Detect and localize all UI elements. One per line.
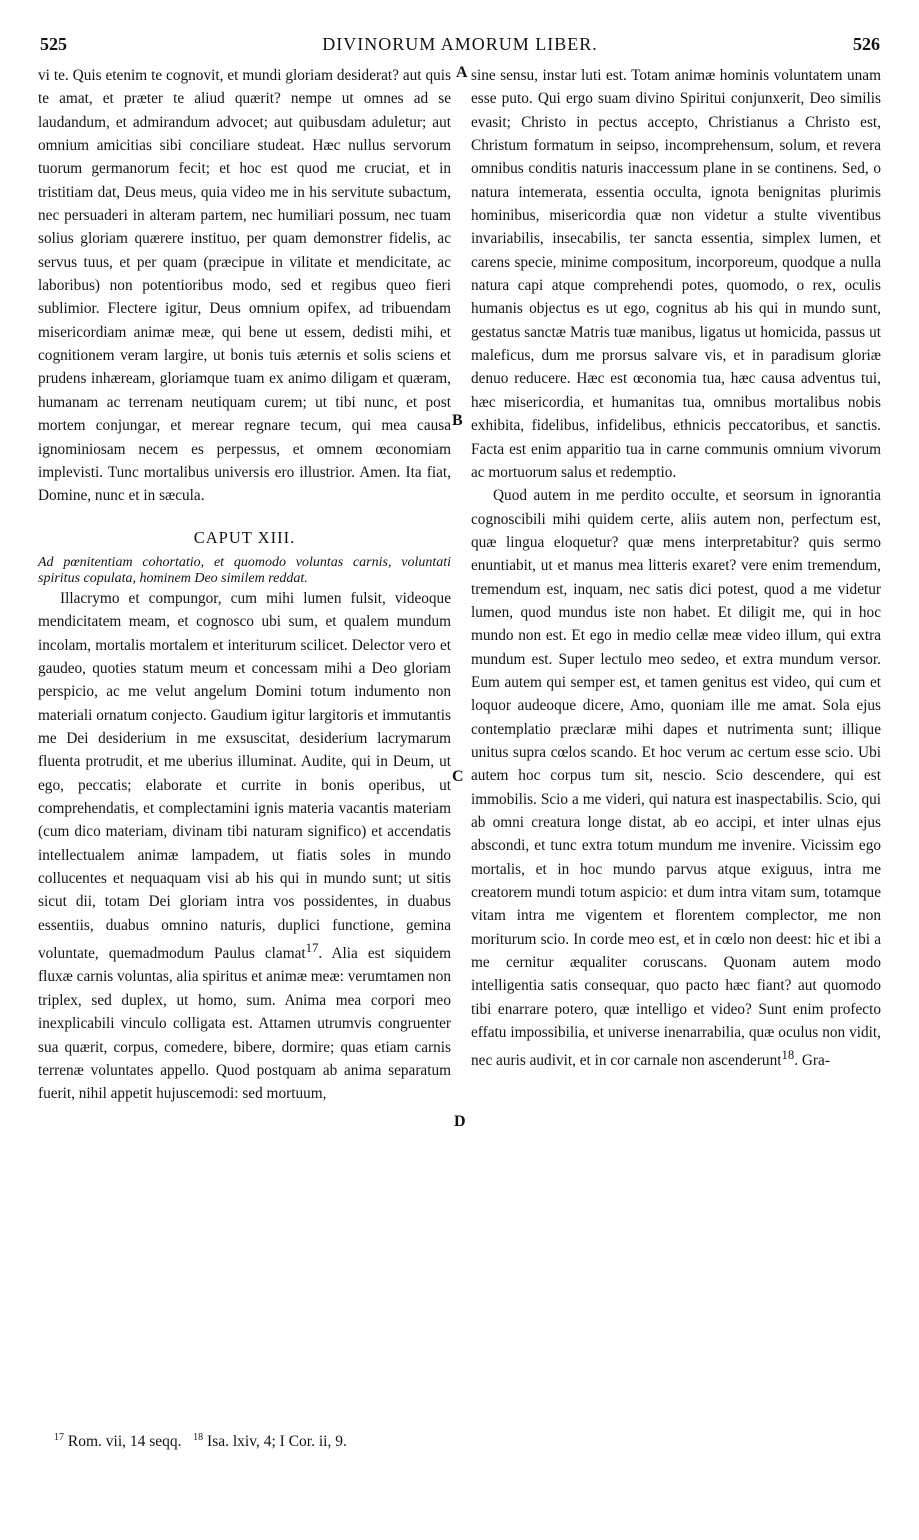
footnotes [54,1432,347,1451]
left-paragraph-1: vi te. Quis etenim te cognovit, et mundi gloriam desiderat? aut quis te amat, et præter te aliud quærit? nempe ut omnes ad se laudandum, et admirandum advocet; aut quibusdam aduletur; aut omnium amicitias sibi conciliare studeat. Hæc nullus servorum tuorum germanorum fecit; et hoc est quod me cruciat, et in tristitiam dat, Deus meus, quia video me in his servitute subactum, nec persuaderi in alteram partem, nec humiliari possum, nec tuam solius gloriam quærere instituo, per quam demonstrer fidelis, ac servus tuus, et per quam (præcipue in vilitate et mendicitate, ac laboribus) non potentioribus modo, sed et regibus queo fieri sublimior. Flectere igitur, Deus omnium opifex, ad tribuendam misericordiam animæ meæ, qui bene ut essem, dedisti mihi, et cognitionem veram largire, ut bonis tuis æternis et solis sciens et prudens inhæream, gloriamque tuam ex animo diligam et quæram, humanam ac terrenam neutiquam curem; ut tibi nunc, et post mortem conjungar, et merear regnare tecum, qui mea causa ignominiosam necem es perpessus, et omnem œconomiam implevisti. Tunc mortalibus universis ero illustrior. Amen. Ita fiat, Domine, nunc et in sæcula. [38,67,451,505]
margin-letter-b: B [452,412,463,429]
left-paragraph-2 [38,587,451,1106]
footnote-ref-17: 17 [305,941,319,956]
footnote-17-number: 17 [54,1432,64,1443]
right-paragraph-1: sine sensu, instar luti est. Totam animæ hominis voluntatem unam esse puto. Qui ergo suam divino Spiritui conjunxerit, Deo similis evasit; Christo in pectus accepto, Christianus a Christo est, Christum formatum in seipso, incomprehensum, solum, et revera omnibus conditis naturis inaccessum plane in se continens. Sed, o natura intemerata, essentia occulta, ignota benignitas plurimis hominibus, misericordia quæ non videtur a stulte viventibus invariabilis, insecabilis, ter sancta essentia, simplex lumen, et carens specie, minime compositum, incorporeum, quodque a nulla natura capi atque comprehendi potes, quomodo, o rex, oculis humanis objectus es ut ego, cognitus ab his qui in mundo sunt, gestatus sanctæ Matris tuæ manibus, ligatus ut homicida, passus ut maleficus, dum me prorsus salvare vis, et in paradisum gloriæ denuo reducere. Hæc est œconomia tua, hæc causa adventus tui, hæc misericordia, et humanitas tua, omnibus mortalibus nobis exhibita, fidelibus, infidelibus, ethnicis peccatoribus, et sanctis. Facta est enim apparitio tua in carne communis omnium vivorum ac mortuorum salus et redemptio. [471,67,881,481]
running-header [40,34,880,60]
left-paragraph-2-cont: . Alia est siquidem fluxæ carnis voluntas, alia spiritus et animæ meæ: verumtamen non triplex, sed duplex, ut homo, sum. Anima mea corpori meo inexplicabili vinculo colligata est. Attamen utrumvis congruenter sua quærit, corpus, comedere, bibere, dormire; quas etiam carnis terrenæ voluntates appello. Quod postquam ab anima separatum fuerit, nihil appetit hujuscemodi: sed mortuum, [38,945,452,1103]
chapter-summary: Ad pœnitentiam cohortatio, et quomodo voluntas carnis, voluntati spiritus copulata, hominem Deo similem reddat. [38,554,451,586]
footnote-17-text: Rom. vii, 14 seqq. [64,1433,182,1451]
right-paragraph-2-text: Quod autem in me perdito occulte, et seorsum in ignorantia cognoscibili mihi quidem certe, aliis autem non, perfectum est, quæ lingua eloquetur? quæ mens interpretabitur? quis sermo enuntiabit, ut et manus mea litteris exaret? vere enim tremendum, tremendum est, inquam, nec satis dici potest, quod a me videtur lumen, quod mundus iste non habet. Et diligit me, qui in hoc mundo non est. Et ego in medio cellæ meæ video illum, qui extra mundum est. Super lectulo meo sedeo, et extra mundum versor. Eum autem qui semper est, et tamen genitus est video, qui cum et loquor audeoque dicere, Amo, quoniam ille me amat. Sola ejus contemplatio præclaræ mihi dapes et nutrimenta sunt; illique unitus supra cœlos scando. Et hoc verum ac certum esse scio. Ubi autem hoc corpus tum sit, nescio. Scio descendere, qui est immobilis. Scio a me videri, qui natura est inaspectabilis. Scio, qui ab omni creatura longe distat, ab eo accipi, et inter ulnas ejus abscondi, et tunc extra totum mundum me invenire. Vicissim ego mortalis, et in hoc mundo parvus atque exiguus, intra me creatorem mundi totum aspicio: et dum intra vitam sum, totamque vitam intra me vigentem et florentem complector, me non moriturum scio. In corde meo est, et in cœlo non deest: hic et ibi a me cernitur æqualiter coruscans. Quonam autem modo intelligentia satis consequar, quo pacto hæc fiant? aut quomodo tibi enarrare potero, quæ intelligo et video? Sunt enim profecto effatu impossibilia, et universe inenarrabilia, quæ oculus non vidit, nec auris audivit, et in cor carnale non ascenderunt [471,487,881,1070]
footnote-18-number: 18 [193,1432,204,1443]
margin-letter-a: A [456,64,468,81]
right-column [471,64,881,1073]
running-title: DIVINORUM AMORUM LIBER. [322,34,598,54]
margin-letter-c: C [452,768,464,785]
left-paragraph-2-text: Illacrymo et compungor, cum mihi lumen fulsit, videoque mendicitatem meam, et cognosco ubi sum, et qualem mundum incolam, mortalis mortalem et interiturum scilicet. Delector vero et gaudeo, quoties statum meum et concessam mihi a Deo gloriam perspicio, ac me velut angelum Domini totum indumento non materiali ornatum conjecto. Gaudium igitur largitoris et immutantis me Dei desiderium in me exsuscitat, desiderium lacrymarum fluenta protrudit, et me uberius illuminat. Audite, qui in Deum, ut ego, peccatis; elaborate et currite in bonis operibus, ut comprehendatis, et complectamini ignis materia vacantis materiam (cum dico materiam, divinam tibi naturam significo) et accendatis intellectualem animæ lampadem, ut fiatis soles in mundo collucentes et nequaquam visi ab his qui in mundo sunt; ut sitis sicut dii, totam Dei gloriam intra vos possidentes, in duabus essentiis, duabus omnino naturis, duplici functione, gemina voluntate, quemadmodum Paulus clamat [38,589,451,963]
footnote-18-text: Isa. lxiv, 4; I Cor. ii, 9. [203,1433,347,1451]
page-number-left: 525 [40,34,67,54]
chapter-heading: CAPUT XIII. [193,527,296,547]
page-number-right: 526 [853,34,880,54]
left-column [38,64,451,1106]
right-paragraph-2-end: . Gra- [794,1052,830,1070]
right-paragraph-2 [471,484,881,1073]
margin-letter-d: D [454,1113,466,1130]
footnote-ref-18: 18 [781,1048,795,1063]
